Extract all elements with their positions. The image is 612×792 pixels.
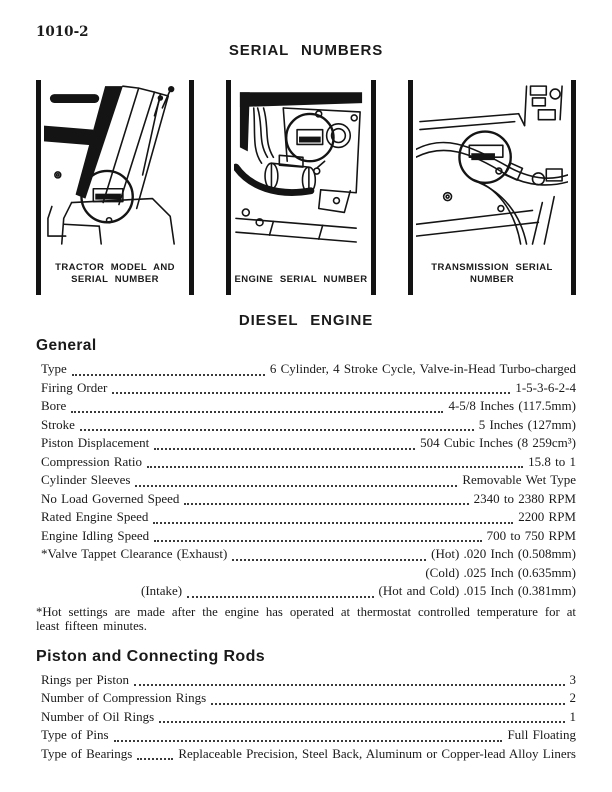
spec-label: Type <box>41 361 67 376</box>
spec-value: 1 <box>569 708 576 724</box>
dot-leader <box>80 429 474 431</box>
caption-line: SERIAL NUMBER <box>71 274 159 285</box>
spec-label: Firing Order <box>41 379 108 395</box>
spec-label: Rings per Piston <box>41 671 129 687</box>
figure-transmission-serial <box>408 80 576 295</box>
piston-spec-table <box>36 672 576 765</box>
spec-row <box>36 690 576 709</box>
spec-label: Type of Bearings <box>41 745 133 761</box>
spec-row <box>36 727 576 746</box>
dot-leader <box>112 392 510 394</box>
dot-leader <box>154 448 415 450</box>
spec-value: 504 Cubic Inches (8 259cm³) <box>420 435 576 450</box>
spec-row <box>36 454 576 473</box>
valve-tappet-footnote: *Hot settings are made after the engine has operated at thermostat controlled temperature for at least fifteen minutes. <box>36 604 576 633</box>
figure-caption <box>234 270 368 295</box>
spec-label: Type of Pins <box>41 727 109 742</box>
dot-leader <box>147 466 523 468</box>
spec-label: Stroke <box>41 416 75 432</box>
figure-engine-serial <box>226 80 376 295</box>
spec-value: 15.8 to 1 <box>528 453 576 469</box>
section-title-general: General <box>36 337 97 354</box>
spec-row <box>36 746 576 765</box>
spec-label: No Load Governed Speed <box>41 490 180 506</box>
dot-leader <box>153 522 513 524</box>
spec-row <box>36 509 576 528</box>
spec-value: (Hot and Cold) .015 Inch (0.381mm) <box>378 583 576 598</box>
section-title-piston-rods: Piston and Connecting Rods <box>36 647 266 665</box>
dot-leader <box>137 758 173 760</box>
spec-value: Replaceable Precision, Steel Back, Aluminum or Copper-lead Alloy Liners <box>178 745 576 761</box>
spec-value: 700 to 750 RPM <box>486 527 576 543</box>
spec-value: Removable Wet Type <box>462 472 576 487</box>
spec-label: (Intake) <box>141 583 183 598</box>
spec-row <box>36 472 576 491</box>
spec-label: Rated Engine Speed <box>41 509 149 524</box>
dot-leader <box>211 703 564 705</box>
spec-value: 3 <box>569 671 576 687</box>
spec-value: 1-5-3-6-2-4 <box>515 379 576 395</box>
spec-row <box>36 672 576 691</box>
spec-row <box>36 546 576 565</box>
caption-line: TRANSMISSION SERIAL NUMBER <box>431 262 553 285</box>
spec-row <box>36 398 576 417</box>
spec-label: *Valve Tappet Clearance (Exhaust) <box>41 546 228 561</box>
serial-numbers-heading: SERIAL NUMBERS <box>228 42 384 59</box>
spec-value: 6 Cylinder, 4 Stroke Cycle, Valve-in-Head Turbo-charged <box>269 361 576 376</box>
caption-line: TRACTOR MODEL AND <box>55 262 175 273</box>
spec-label: Engine Idling Speed <box>41 527 150 543</box>
dot-leader <box>184 503 468 505</box>
figure-caption <box>44 258 186 295</box>
engine-illustration <box>234 82 368 270</box>
page-number: 1010-2 <box>36 24 89 40</box>
caption-line: ENGINE SERIAL NUMBER <box>234 274 368 285</box>
spec-label: Piston Displacement <box>41 435 150 450</box>
spec-value: 5 Inches (127mm) <box>478 416 576 432</box>
spec-value: Full Floating <box>507 727 576 742</box>
dot-leader <box>187 596 373 598</box>
spec-row <box>36 583 576 602</box>
spec-value: 2 <box>569 690 576 705</box>
spec-value: 2200 RPM <box>518 509 576 524</box>
dot-leader <box>135 485 457 487</box>
spec-label: Cylinder Sleeves <box>41 472 131 487</box>
figure-caption <box>416 258 568 295</box>
spec-label: Bore <box>41 398 67 413</box>
dot-leader <box>134 684 565 686</box>
tractor-illustration <box>44 82 186 258</box>
spec-value: 2340 to 2380 RPM <box>473 490 576 506</box>
spec-label: Compression Ratio <box>41 453 143 469</box>
spec-row <box>36 380 576 399</box>
spec-value: (Hot) .020 Inch (0.508mm) <box>431 546 576 561</box>
spec-row <box>36 709 576 728</box>
spec-label: Number of Compression Rings <box>41 690 207 705</box>
spec-row <box>36 565 576 584</box>
spec-value: 4-5/8 Inches (117.5mm) <box>448 398 576 413</box>
dot-leader <box>159 721 564 723</box>
spec-label: Number of Oil Rings <box>41 708 155 724</box>
spec-value: (Cold) .025 Inch (0.635mm) <box>425 564 576 580</box>
spec-row <box>36 417 576 436</box>
spec-row <box>36 528 576 547</box>
spec-row <box>36 361 576 380</box>
transmission-illustration <box>416 82 568 258</box>
figure-strip <box>36 80 576 295</box>
diesel-engine-heading: DIESEL ENGINE <box>238 312 374 329</box>
dot-leader <box>114 740 503 742</box>
figure-tractor-serial <box>36 80 194 295</box>
spec-row <box>36 491 576 510</box>
dot-leader <box>154 540 482 542</box>
dot-leader <box>72 374 265 376</box>
general-spec-table <box>36 361 576 602</box>
dot-leader <box>232 559 426 561</box>
spec-row <box>36 435 576 454</box>
dot-leader <box>71 411 443 413</box>
